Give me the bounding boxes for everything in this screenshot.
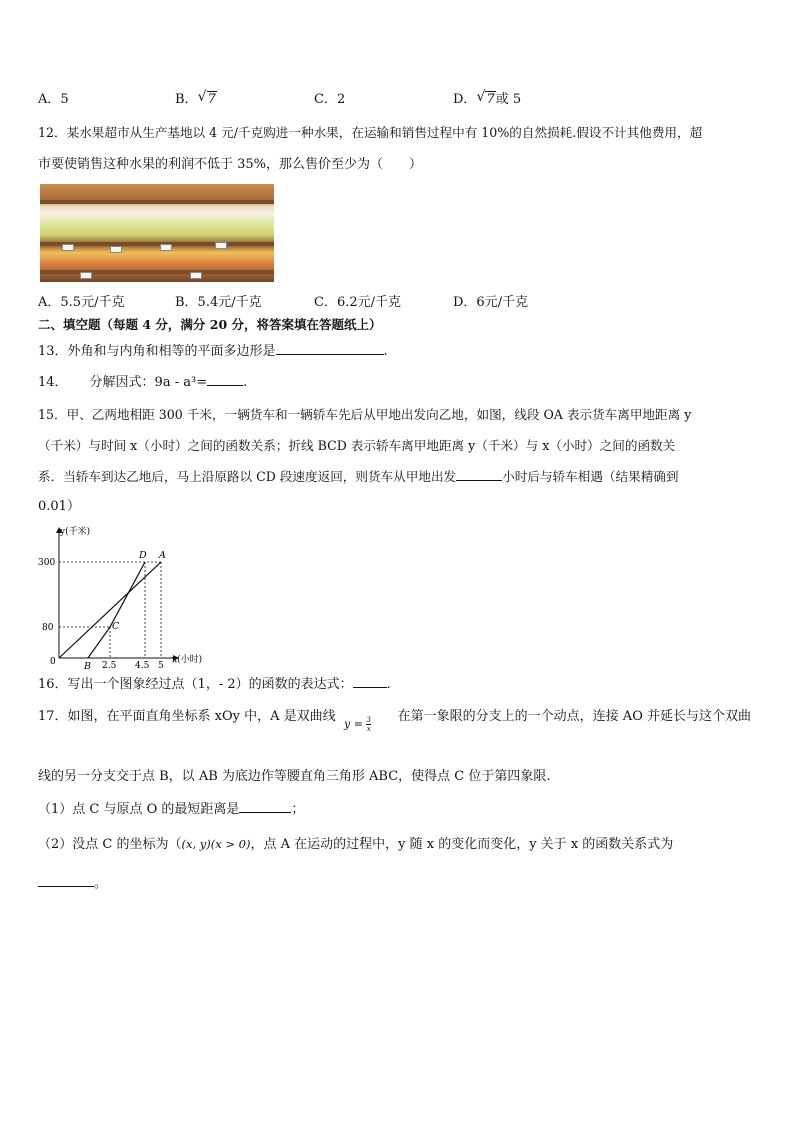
q16-text: 16．写出一个图象经过点（1，- 2）的函数的表达式： <box>38 677 353 692</box>
option-value: 5 <box>60 92 69 107</box>
q17-sub2-answer: 。 <box>38 874 107 894</box>
coordinate-formula: (x, y)(x > 0) <box>181 837 251 851</box>
q15-line3: 系．当轿车到达乙地后，马上沿原路以 CD 段速度返回，则货车从甲地出发 小时后与轿车相遇（结果精确到 <box>38 469 679 484</box>
sqrt-expression: √ 7 <box>198 92 217 107</box>
distance-time-graph <box>30 522 230 672</box>
point-label-a: A <box>159 550 166 561</box>
q11-option-d <box>453 88 521 107</box>
q14-text: 分解因式：9a - a³= <box>89 375 208 390</box>
q12-line2: 市要使销售这种水果的利润不低于 35%，那么售价至少为（ ） <box>38 157 423 172</box>
x-tick-2-5: 2.5 <box>102 661 117 671</box>
q13-text: 13．外角和与内角和相等的平面多边形是 <box>38 344 276 359</box>
origin-label: 0 <box>50 657 56 667</box>
q12-option-b: B．5.4元/千克 <box>175 295 262 310</box>
fruit-shelf-photo <box>40 184 274 282</box>
q15-line4: 0.01） <box>38 499 80 514</box>
x-axis-label: x(小时) <box>172 655 203 665</box>
q13: 13．外角和与内角和相等的平面多边形是 . <box>38 344 388 359</box>
q11-option-a <box>38 88 69 107</box>
answer-blank <box>239 800 291 813</box>
q14: 14． 分解因式：9a - a³= . <box>38 375 248 390</box>
sqrt-expression: √ 7 <box>476 92 495 107</box>
point-label-c: C <box>112 621 120 632</box>
option-prefix: A． <box>38 92 61 107</box>
answer-blank <box>276 342 384 355</box>
section-heading: 二、填空题（每题 4 分，满分 20 分，将答案填在答题纸上） <box>38 317 382 332</box>
option-value: 2 <box>336 92 346 107</box>
point-label-d: D <box>139 550 147 561</box>
hyperbola-formula: y = $\frac{3}{x}$ <box>344 716 371 733</box>
polyline-bcd <box>88 562 145 658</box>
q17-sub1: （1）点 C 与原点 O 的最短距离是 ； <box>38 802 305 817</box>
q12-option-c: C．6.2元/千克 <box>314 295 402 310</box>
q12-line1: 12．某水果超市从生产基地以 4 元/千克购进一种水果，在运输和销售过程中有 10%的自然损耗.假设不计其他费用，超 <box>38 125 703 140</box>
q17-line1: 17．如图，在平面直角坐标系 xOy 中，A 是双曲线 在第一象限的分支上的一个动点，连接 AO 并延长与这个双曲 <box>38 709 751 724</box>
q11-option-b <box>175 88 217 107</box>
option-suffix: 或 5 <box>495 92 522 107</box>
y-tick-300: 300 <box>38 558 56 568</box>
q12-option-d: D．6元/千克 <box>453 295 529 310</box>
option-prefix: C． <box>314 92 337 107</box>
q15-line2: （千米）与时间 x（小时）之间的函数关系；折线 BCD 表示轿车离甲地距离 y（千米）与 x（小时）之间的函数关 <box>38 438 676 453</box>
option-prefix: B． <box>175 92 198 107</box>
point-label-b: B <box>84 661 91 672</box>
x-tick-4-5: 4.5 <box>135 661 150 671</box>
answer-blank <box>207 373 243 386</box>
x-tick-5: 5 <box>158 661 164 671</box>
answer-blank <box>353 675 387 688</box>
q16: 16．写出一个图象经过点（1，- 2）的函数的表达式： . <box>38 677 391 692</box>
y-tick-80: 80 <box>42 623 54 633</box>
answer-blank <box>38 874 94 887</box>
q15-line1: 15．甲、乙两地相距 300 千米，一辆货车和一辆轿车先后从甲地出发向乙地，如图，线段 OA 表示货车离甲地距离 y <box>38 407 692 422</box>
q17-sub2: （2）没点 C 的坐标为（(x, y)(x > 0)，点 A 在运动的过程中，y 随 x 的变化而变化，y 关于 x 的函数关系式为 <box>38 837 674 852</box>
answer-blank <box>456 468 502 481</box>
q11-option-c <box>314 88 345 107</box>
q12-option-a: A．5.5元/千克 <box>38 295 125 310</box>
y-axis-label: y(千米) <box>60 527 91 537</box>
option-prefix: D． <box>453 92 477 107</box>
q17-line2: 线的另一分支交于点 B，以 AB 为底边作等腰直角三角形 ABC，使得点 C 位于第四象限. <box>38 769 551 784</box>
q14-number: 14． <box>38 375 68 390</box>
